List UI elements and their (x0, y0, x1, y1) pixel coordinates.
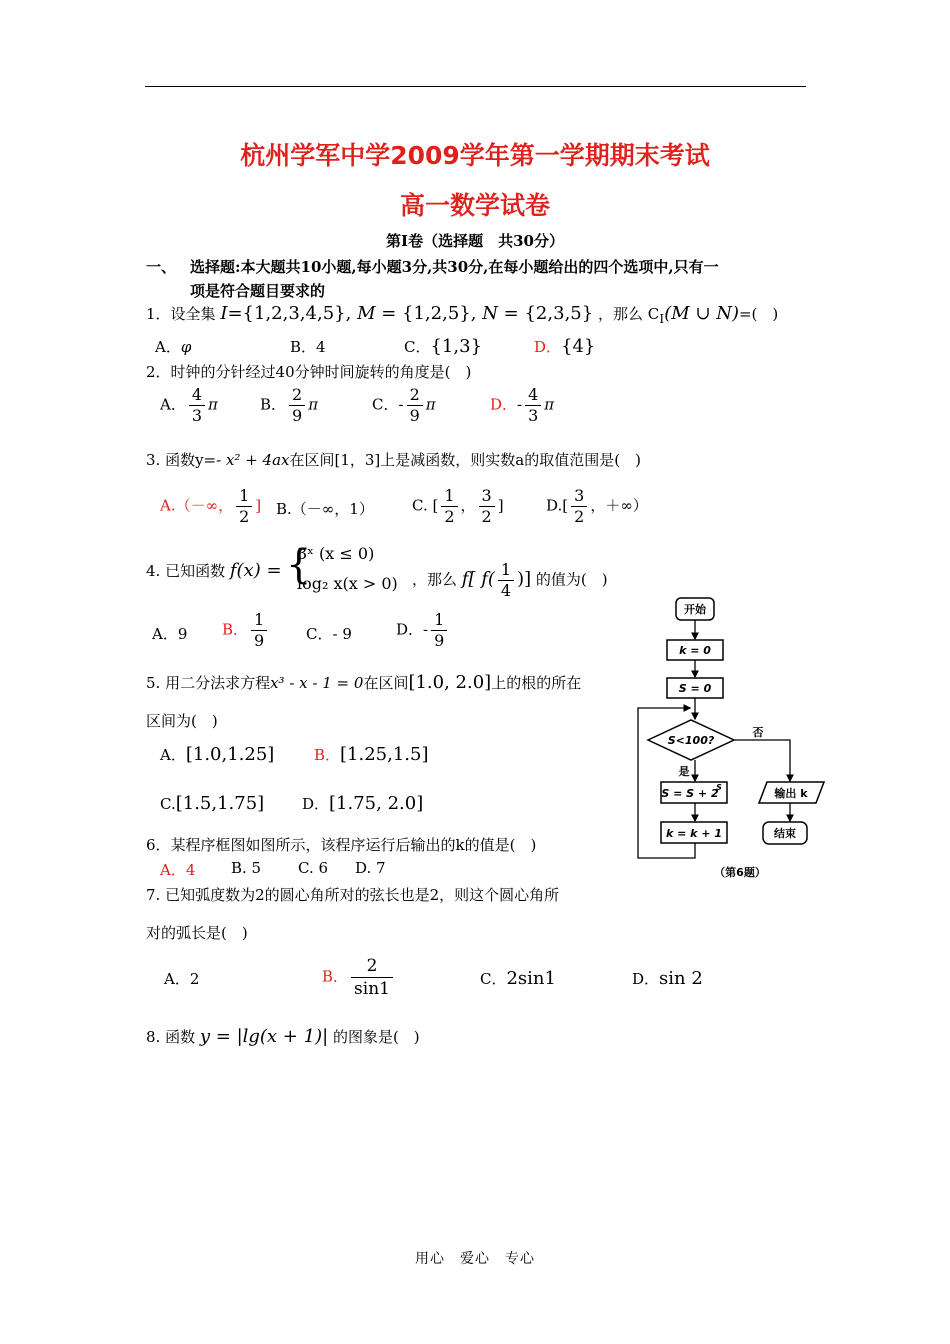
q3-option-a: A.（－∞， $\frac{1}{2}$ ] (160, 486, 262, 526)
flow-s0-label: S = 0 (678, 682, 712, 695)
q1-option-c: C．{1,3} (404, 336, 483, 357)
flow-k0-label: k = 0 (679, 644, 711, 657)
q4-option-d: D．- $\frac{1}{9}$ (396, 610, 450, 651)
q2-option-c: C．- $\frac{2}{9}$ π (372, 385, 436, 425)
question-7-line-1: 7. 已知弧度数为2的圆心角所对的弦长也是2，则这个圆心角所 (146, 886, 560, 904)
q7-option-c: C．2sin1 (480, 968, 556, 989)
question-7-line-2: 对的弧长是( ) (146, 924, 248, 942)
flow-condition-label: S<100? (667, 734, 715, 747)
header-rule (145, 86, 806, 87)
q4-option-b: B． $\frac{1}{9}$ (222, 610, 270, 651)
flow-update-exponent: S (716, 783, 722, 792)
flow-output-label: 输出 k (774, 787, 808, 800)
question-4-prefix: 4. 已知函数 f(x) = (146, 560, 282, 581)
question-8: 8. 函数 y = |lg(x + 1)| 的图象是( ) (146, 1026, 420, 1047)
flow-yes-label: 是 (678, 765, 690, 778)
q3-option-b: B.（－∞，1） (276, 500, 374, 518)
q5-option-a: A．[1.0,1.25] (160, 744, 275, 765)
piecewise-case-2: log₂ x(x > 0) (297, 574, 398, 593)
q7-option-d: D．sin 2 (632, 968, 703, 989)
q5-option-c: C.[1.5,1.75] (160, 793, 265, 814)
q2-option-d: D．- $\frac{4}{3}$ π (490, 385, 555, 425)
q4-option-c: C．- 9 (306, 625, 352, 643)
part-heading: 第Ⅰ卷（选择题 共30分） (386, 232, 564, 250)
section-line-2: 项是符合题目要求的 (190, 282, 326, 300)
q1-option-d: D．{4} (534, 336, 596, 357)
q7-option-b: B． $\frac{2}{\sin 1}$ (322, 955, 396, 1000)
q6-option-b: B. 5 (231, 859, 262, 877)
q6-option-a: A．4 (160, 861, 196, 879)
flow-inc-label: k = k + 1 (665, 827, 723, 840)
q6-option-d: D. 7 (355, 859, 386, 877)
piecewise-case-1: 3ˣ (x ≤ 0) (297, 544, 375, 563)
flow-caption: （第6题） (714, 866, 766, 879)
q5-option-d: D．[1.75, 2.0] (302, 793, 424, 814)
q5-option-b: B．[1.25,1.5] (314, 744, 429, 765)
piecewise-brace: { (286, 542, 312, 588)
question-5-line-1: 5. 用二分法求方程x³ - x - 1 = 0在区间[1.0, 2.0]上的根的所在 (146, 672, 582, 693)
q1-option-a: A．φ (155, 338, 192, 356)
question-2: 2．时钟的分针经过40分钟时间旋转的角度是( ) (146, 363, 472, 381)
q6-option-c: C. 6 (298, 859, 329, 877)
flowchart (630, 592, 830, 882)
question-1: 1．设全集 I={1,2,3,4,5}, M = {1,2,5}, N = {2,3,5} ，那么 $C_I(M$ ∪ N)=( ) (146, 303, 779, 326)
q7-option-a: A．2 (164, 970, 200, 988)
flow-no-label: 否 (752, 726, 764, 739)
exam-title: 杭州学军中学2009学年第一学期期末考试 (240, 141, 710, 170)
section-number: 一、 (146, 258, 177, 276)
question-5-line-2: 区间为( ) (146, 712, 218, 730)
q3-option-c: C. [ $\frac{1}{2}$ ， $\frac{3}{2}$ ] (412, 486, 504, 526)
flow-start-label: 开始 (684, 603, 706, 616)
section-line-1: 选择题:本大题共10小题,每小题3分,共30分,在每小题给出的四个选项中,只有一 (190, 258, 719, 276)
footer: 用心 爱心 专心 (415, 1251, 535, 1267)
flow-update-label: S = S + 2 (661, 787, 719, 800)
q2-option-b: B． $\frac{2}{9}$ π (260, 385, 319, 425)
q4-option-a: A．9 (152, 625, 188, 643)
exam-subtitle: 高一数学试卷 (399, 191, 550, 220)
q1-option-b: B．4 (290, 338, 326, 356)
flow-end-label: 结束 (774, 827, 796, 840)
question-6: 6．某程序框图如图所示，该程序运行后输出的k的值是( ) (146, 836, 537, 854)
q2-option-a: A． $\frac{4}{3}$ π (160, 385, 218, 425)
question-4-suffix: ，那么 f[ f( $\frac{1}{4}$ )] 的值为( ) (412, 560, 608, 600)
question-3: 3. 函数y=- x² + 4ax在区间[1，3]上是减函数，则实数a的取值范围是( ) (146, 451, 641, 469)
q3-option-d: D.[ $\frac{3}{2}$ ，＋∞） (546, 486, 648, 526)
